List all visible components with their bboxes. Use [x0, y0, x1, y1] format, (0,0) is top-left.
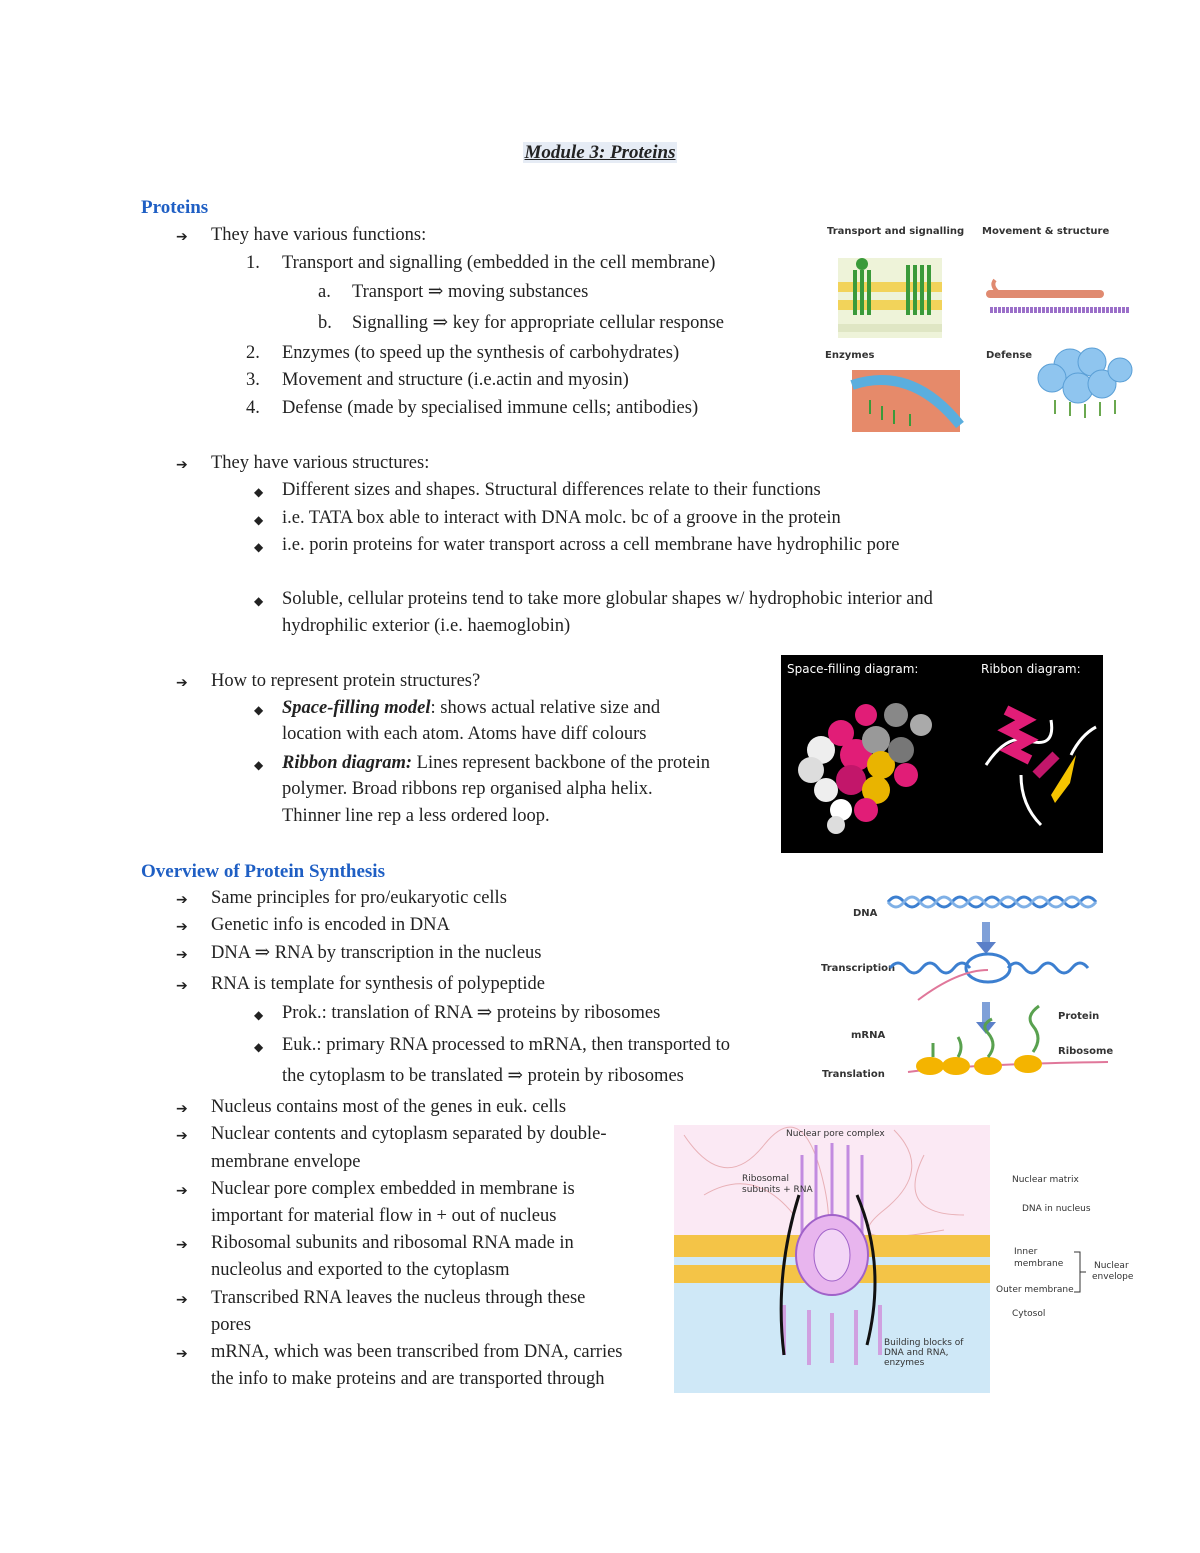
- fig-label-protein: Protein: [1058, 1011, 1100, 1022]
- list-item-continuation: hydrophilic exterior (i.e. haemoglobin): [282, 616, 571, 636]
- arrow-icon: ➔: [176, 675, 188, 691]
- fig-label-space-filling: Space-filling diagram:: [787, 662, 919, 676]
- diamond-bullet-icon: ◆: [254, 1040, 264, 1054]
- arrow-icon: ➔: [176, 892, 188, 908]
- fig-label-cytosol: Cytosol: [1012, 1309, 1046, 1319]
- fig-label-translation: Translation: [822, 1069, 885, 1080]
- fig-label-transcription: Transcription: [821, 963, 896, 974]
- diamond-bullet-icon: ◆: [254, 513, 264, 527]
- arrow-icon: ➔: [176, 457, 188, 473]
- list-item-continuation: pores: [211, 1315, 252, 1335]
- fig-label-defense: Defense: [986, 350, 1033, 361]
- fig-label-ribbon: Ribbon diagram:: [981, 662, 1081, 676]
- protein-synthesis-figure: [818, 882, 1118, 1087]
- arrow-icon: ➔: [176, 1346, 188, 1362]
- arrow-icon: ➔: [176, 1128, 188, 1144]
- diamond-bullet-icon: ◆: [254, 485, 264, 499]
- diamond-bullet-icon: ◆: [254, 540, 264, 554]
- diamond-bullet-icon: ◆: [254, 1008, 264, 1022]
- fig-label-mrna: mRNA: [851, 1030, 886, 1041]
- nuclear-pore-figure: [674, 1125, 990, 1393]
- arrow-icon: ➔: [176, 919, 188, 935]
- arrow-icon: ➔: [176, 978, 188, 994]
- section-heading-synthesis: Overview of Protein Synthesis: [141, 861, 385, 882]
- page-title: Module 3: Proteins: [524, 142, 676, 163]
- fig-label-envelope: Nuclear: [1094, 1261, 1129, 1271]
- list-item-continuation: nucleolus and exported to the cytoplasm: [211, 1260, 510, 1280]
- fig-label-dna: DNA: [853, 908, 878, 919]
- fig-label-inner: Inner: [1014, 1247, 1038, 1257]
- fig-label-outer: Outer membrane: [996, 1285, 1074, 1295]
- fig-label-enzymes: Enzymes: [825, 350, 875, 361]
- fig-label-subunits: subunits + RNA: [742, 1185, 813, 1195]
- fig-label-ribosomal: Ribosomal: [742, 1174, 789, 1184]
- list-item-continuation: polymer. Broad ribbons rep organised alpha helix.: [282, 779, 653, 799]
- fig-label-blocks: Building blocks of: [884, 1338, 964, 1348]
- list-item-continuation: membrane envelope: [211, 1152, 361, 1172]
- fig-label-movement: Movement & structure: [982, 226, 1110, 237]
- diamond-bullet-icon: ◆: [254, 703, 264, 717]
- fig-label-blocks-3: enzymes: [884, 1358, 925, 1368]
- arrow-icon: ➔: [176, 1183, 188, 1199]
- list-item: ➔ They have various functions:: [0, 222, 1200, 249]
- diamond-bullet-icon: ◆: [254, 594, 264, 608]
- list-item-continuation: Thinner line rep a less ordered loop.: [282, 806, 550, 826]
- fig-label-blocks-2: DNA and RNA,: [884, 1348, 949, 1358]
- list-item-continuation: location with each atom. Atoms have diff colours: [282, 724, 647, 744]
- arrow-icon: ➔: [176, 1101, 188, 1117]
- fig-label-transport: Transport and signalling: [827, 226, 965, 237]
- list-item-continuation: the cytoplasm to be translated ⇒ protein by ribosomes: [282, 1066, 684, 1086]
- fig-label-ribosome: Ribosome: [1058, 1046, 1114, 1057]
- arrow-icon: ➔: [176, 947, 188, 963]
- arrow-icon: ➔: [176, 1292, 188, 1308]
- fig-label-envelope-2: envelope: [1092, 1272, 1134, 1282]
- diamond-bullet-icon: ◆: [254, 758, 264, 772]
- section-heading-proteins: Proteins: [141, 197, 209, 218]
- list-item-continuation: the info to make proteins and are transported through: [211, 1369, 605, 1389]
- fig-label-dna-in-nucleus: DNA in nucleus: [1022, 1204, 1091, 1214]
- list-item-continuation: important for material flow in + out of nucleus: [211, 1206, 557, 1226]
- protein-structure-figure: [781, 655, 1103, 853]
- fig-label-pore-complex: Nuclear pore complex: [786, 1129, 885, 1139]
- arrow-icon: ➔: [176, 1237, 188, 1253]
- nuclear-pore-legend: [990, 1160, 1150, 1330]
- fig-label-nuclear-matrix: Nuclear matrix: [1012, 1175, 1079, 1185]
- arrow-icon: ➔: [176, 229, 188, 245]
- fig-label-inner-2: membrane: [1014, 1259, 1064, 1269]
- protein-functions-figure: [820, 220, 1140, 440]
